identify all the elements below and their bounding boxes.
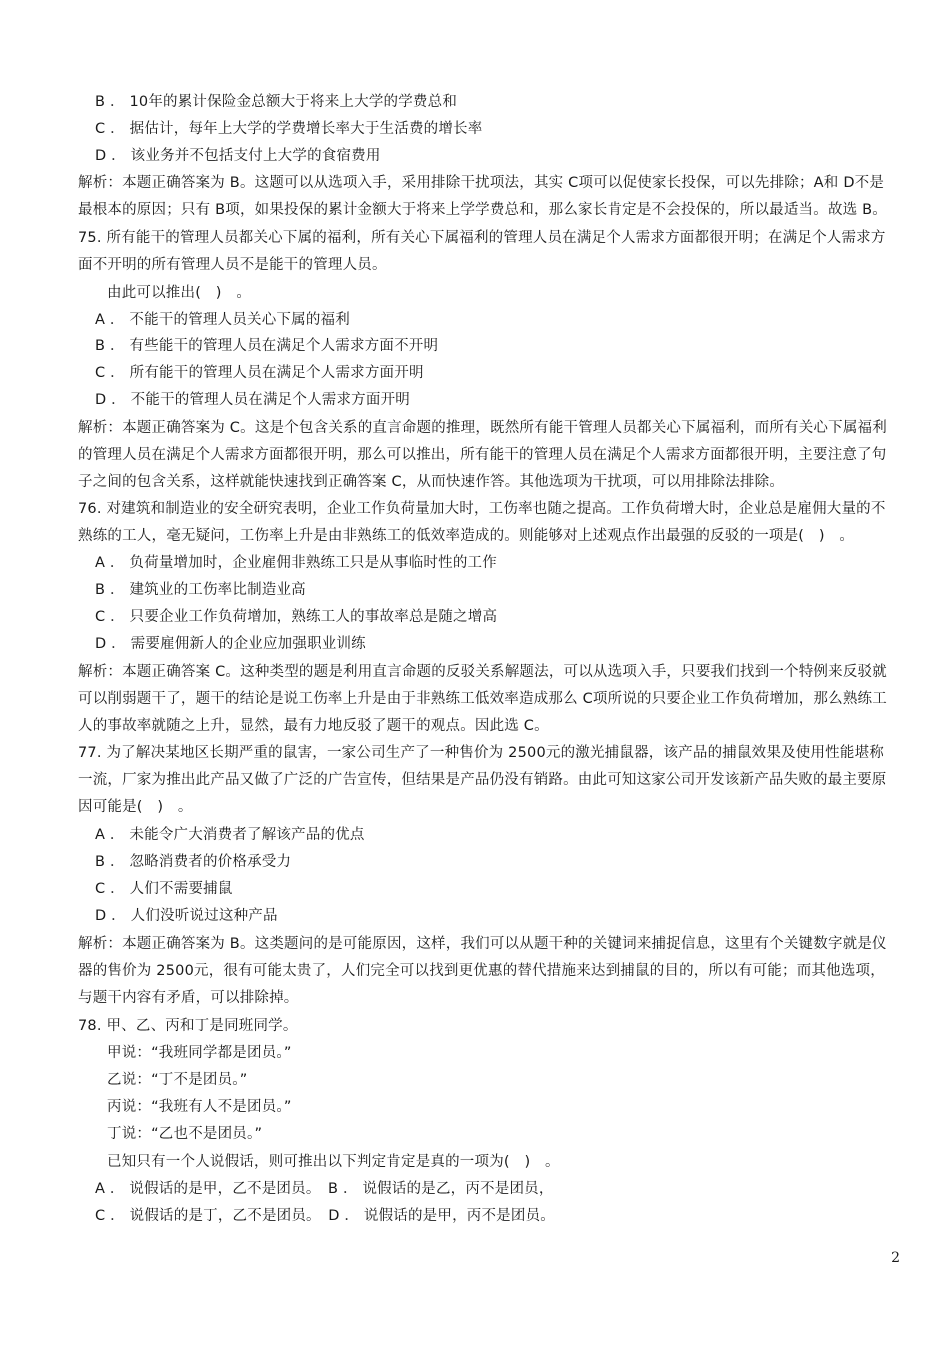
statement-ding: 丁说：“乙也不是团员。” [107, 1126, 263, 1142]
analysis-75-line-1: 解析：本题正确答案为 C。这是个包含关系的直言命题的推理，既然所有能干管理人员都关心下属福利，而所有关心下属福利 [78, 420, 887, 436]
question-75-line-2: 面不开明的所有管理人员不是能干的管理人员。 [78, 257, 387, 273]
analysis-75-line-2: 的管理人员在满足个人需求方面都很开明，那么可以推出，所有能干的管理人员在满足个人需求方面都很开明，主要注意了句 [78, 447, 887, 463]
option-b-77: B ． 忽略消费者的价格承受力 [95, 854, 292, 870]
analysis-77-line-2: 器的售价为 2500元，很有可能太贵了，人们完全可以找到更优惠的替代措施来达到捕鼠的目的，所以有可能；而其他选项， [78, 963, 885, 979]
question-77-line-2: 一流，厂家为推出此产品又做了广泛的广告宣传，但结果是产品仍没有销路。由此可知这家公司开发该新产品失败的最主要原 [78, 772, 887, 788]
question-76-line-1: 76. 对建筑和制造业的安全研究表明，企业工作负荷量加大时，工伤率也随之提高。工作负荷增大时，企业总是雇佣大量的不 [78, 501, 886, 517]
analysis-74-line-2: 最根本的原因；只有 B项，如果投保的累计金额大于将来上学学费总和，那么家长肯定是不会投保的，所以最适当。故选 B。 [78, 202, 888, 218]
option-a-75: A ． 不能干的管理人员关心下属的福利 [95, 312, 350, 328]
option-b-76: B ． 建筑业的工伤率比制造业高 [95, 582, 306, 598]
options-cd-78: C ． 说假话的是丁，乙不是团员。 D ． 说假话的是甲，丙不是团员。 [95, 1208, 555, 1224]
analysis-74-line-1: 解析：本题正确答案为 B。这题可以从选项入手，采用排除干扰项法，其实 C项可以促使家长投保，可以先排除；A和 D不是 [78, 175, 885, 191]
option-b-75: B ． 有些能干的管理人员在满足个人需求方面不开明 [95, 338, 439, 354]
question-76-line-2: 熟练的工人，毫无疑问，工伤率上升是由非熟练工的低效率造成的。则能够对上述观点作出最强的反驳的一项是( ) 。 [78, 528, 855, 544]
statement-yi: 乙说：“丁不是团员。” [107, 1072, 248, 1088]
option-d-74: D ． 该业务并不包括支付上大学的食宿费用 [95, 148, 381, 164]
question-77-line-3: 因可能是( ) 。 [78, 799, 193, 815]
option-c-76: C ． 只要企业工作负荷增加，熟练工人的事故率总是随之增高 [95, 609, 498, 625]
option-b-74: B ． 10年的累计保险金总额大于将来上大学的学费总和 [95, 94, 458, 110]
analysis-77-line-1: 解析：本题正确答案为 B。这类题问的是可能原因，这样，我们可以从题干种的关键词来捕捉信息，这里有个关键数字就是仪 [78, 936, 887, 952]
statement-bing: 丙说：“我班有人不是团员。” [107, 1099, 292, 1115]
question-75-line-1: 75. 所有能干的管理人员都关心下属的福利，所有关心下属福利的管理人员在满足个人需求方面都很开明；在满足个人需求方 [78, 230, 886, 246]
option-c-75: C ． 所有能干的管理人员在满足个人需求方面开明 [95, 365, 424, 381]
option-a-77: A ． 未能令广大消费者了解该产品的优点 [95, 827, 365, 843]
analysis-77-line-3: 与题干内容有矛盾，可以排除掉。 [78, 990, 299, 1006]
option-d-75: D ． 不能干的管理人员在满足个人需求方面开明 [95, 392, 410, 408]
statement-jia: 甲说：“我班同学都是团员。” [107, 1045, 292, 1061]
question-77-line-1: 77. 为了解决某地区长期严重的鼠害，一家公司生产了一种售价为 2500元的激光捕鼠器，该产品的捕鼠效果及使用性能堪称 [78, 745, 884, 761]
option-c-77: C ． 人们不需要捕鼠 [95, 881, 233, 897]
question-78-prompt: 已知只有一个人说假话，则可推出以下判定肯定是真的一项为( ) 。 [107, 1154, 560, 1170]
analysis-75-line-3: 子之间的包含关系，这样就能快速找到正确答案 C，从而快速作答。其他选项为干扰项，可以用排除法排除。 [78, 474, 785, 490]
page-number: 2 [891, 1250, 900, 1266]
option-a-76: A ． 负荷量增加时，企业雇佣非熟练工只是从事临时性的工作 [95, 555, 497, 571]
analysis-76-line-3: 人的事故率就随之上升，显然，最有力地反驳了题干的观点。因此选 C。 [78, 718, 549, 734]
option-d-76: D ． 需要雇佣新人的企业应加强职业训练 [95, 636, 366, 652]
options-ab-78: A ． 说假话的是甲，乙不是团员。 B ． 说假话的是乙，丙不是团员， [95, 1181, 554, 1197]
option-d-77: D ． 人们没听说过这种产品 [95, 908, 278, 924]
analysis-76-line-2: 可以削弱题干了，题干的结论是说工伤率上升是由于非熟练工低效率造成那么 C项所说的只要企业工作负荷增加，那么熟练工 [78, 691, 887, 707]
option-c-74: C ． 据估计，每年上大学的学费增长率大于生活费的增长率 [95, 121, 483, 137]
analysis-76-line-1: 解析：本题正确答案 C。这种类型的题是利用直言命题的反驳关系解题法，可以从选项入手，只要我们找到一个特例来反驳就 [78, 664, 887, 680]
question-78-line-1: 78. 甲、乙、丙和丁是同班同学。 [78, 1018, 298, 1034]
question-75-prompt: 由此可以推出( ) 。 [107, 285, 252, 301]
